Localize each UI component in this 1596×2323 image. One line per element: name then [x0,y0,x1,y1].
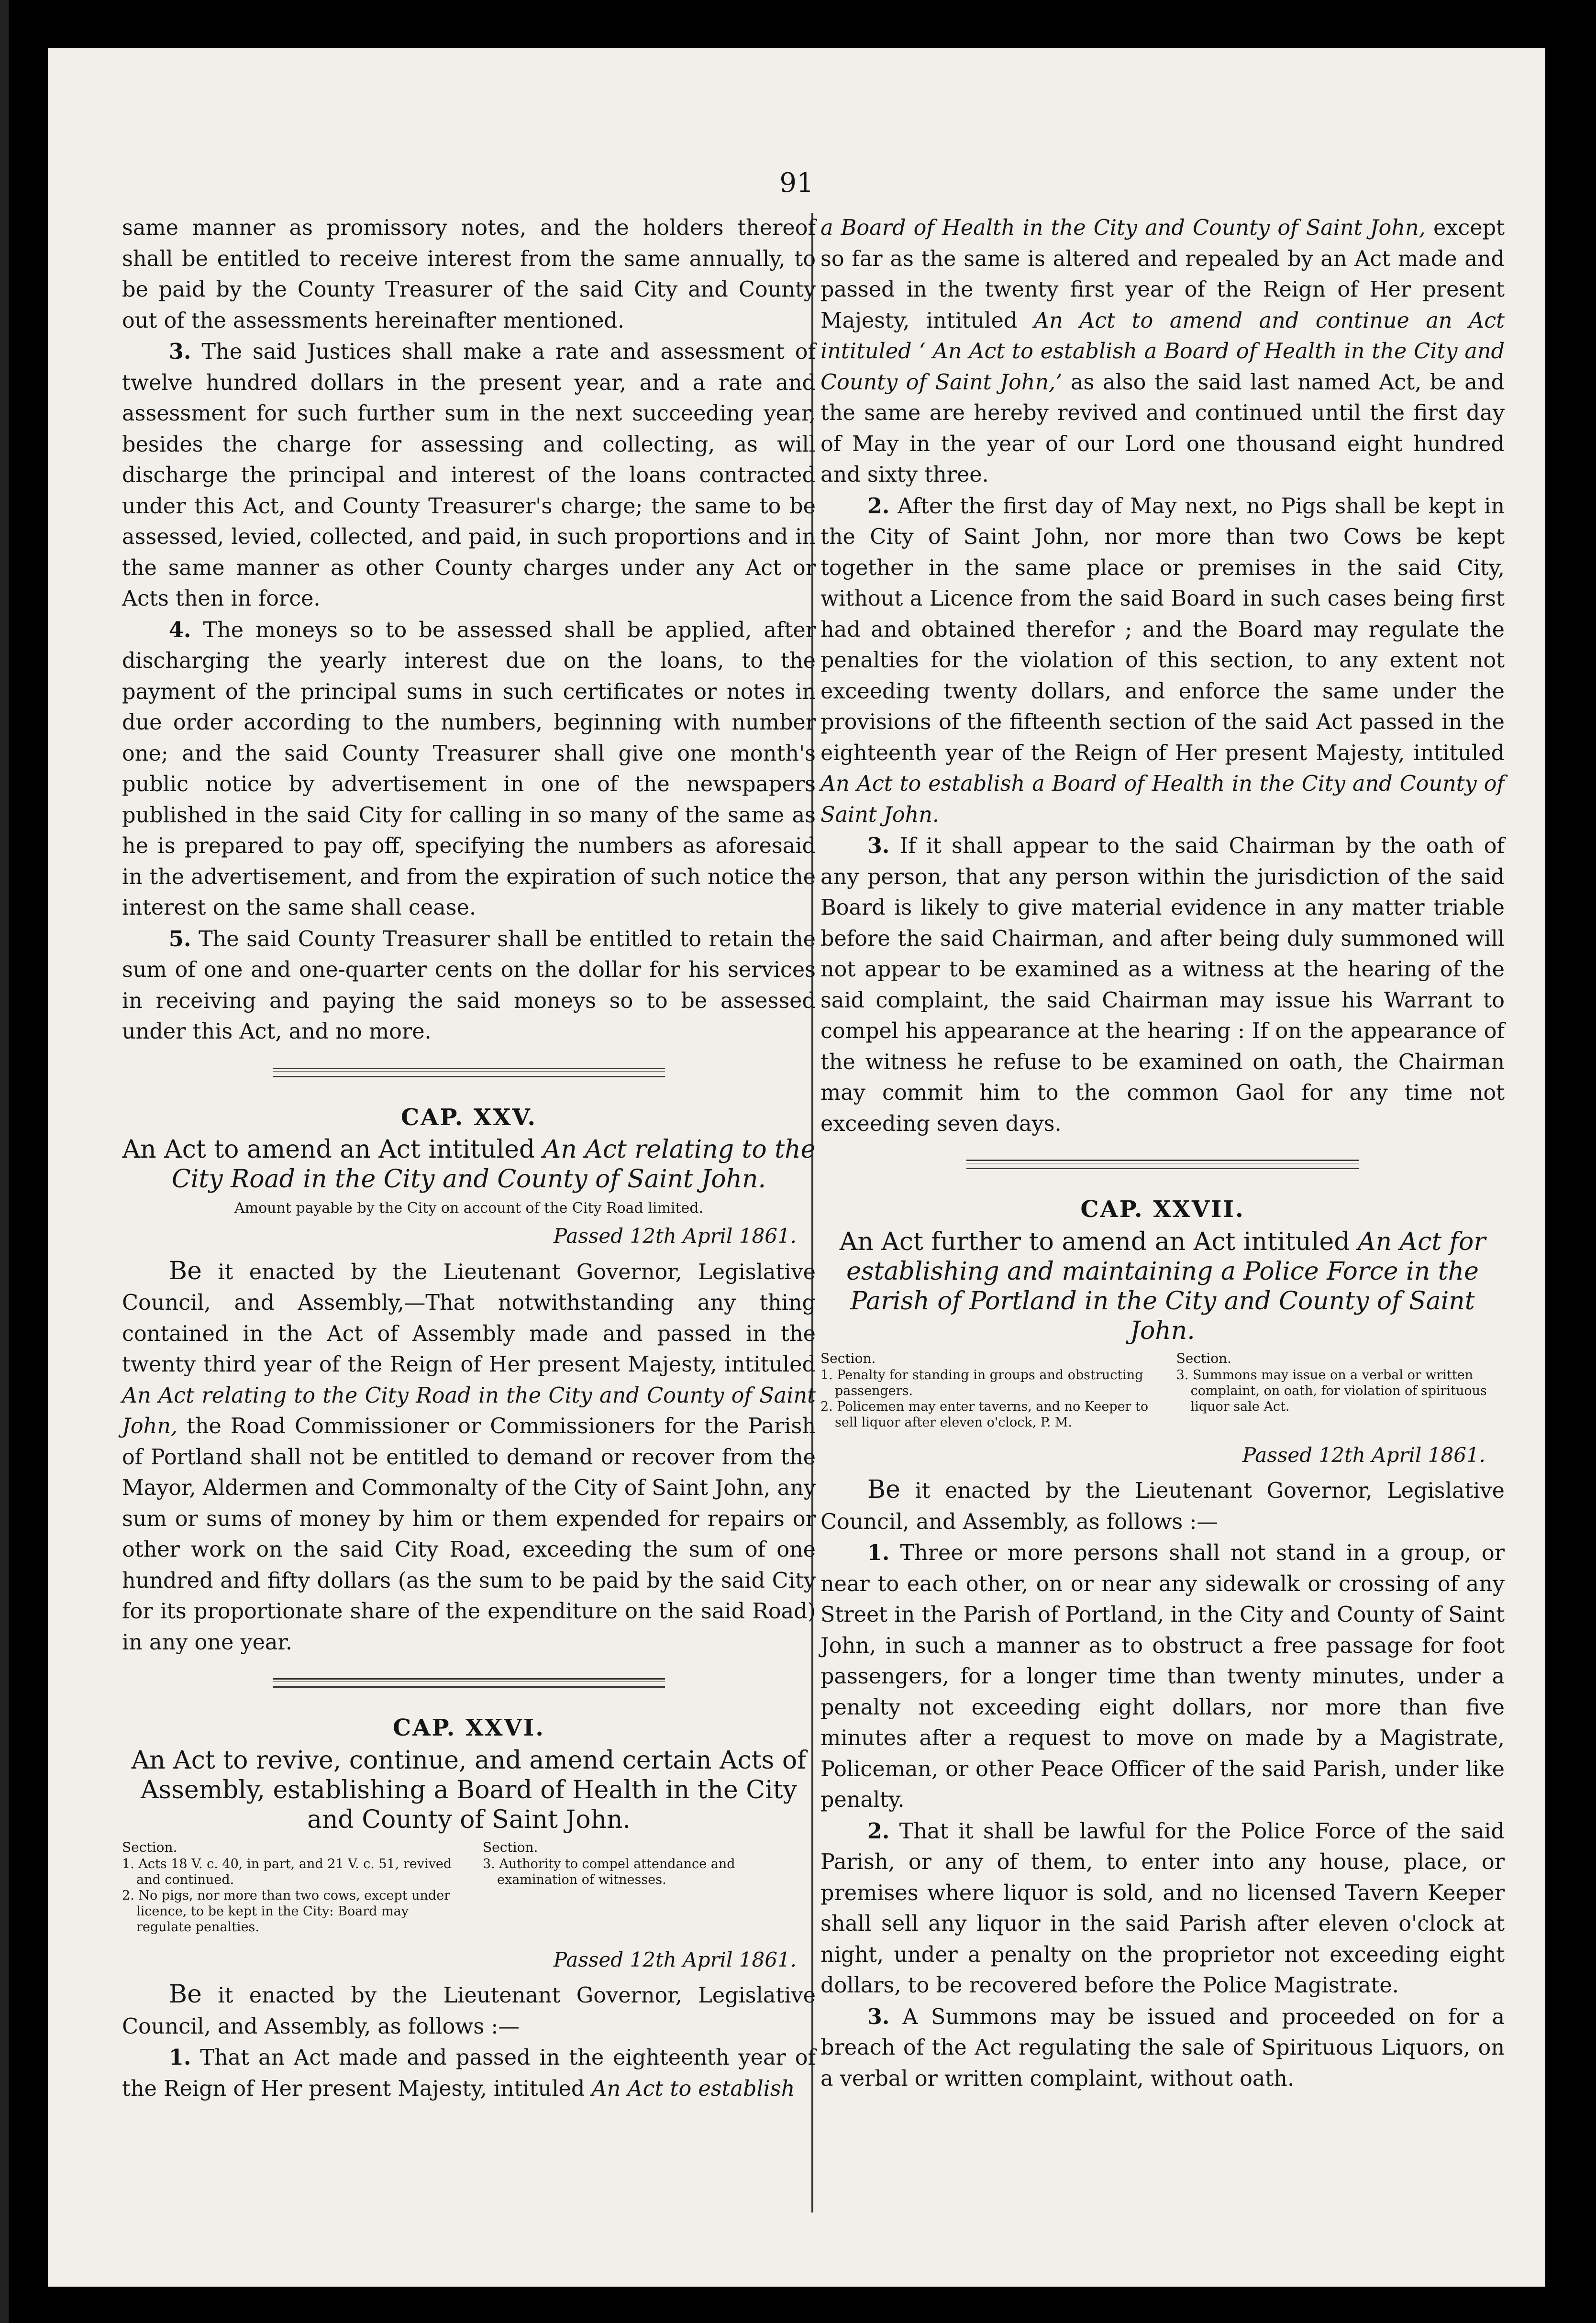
section-rule [273,1068,665,1077]
cap-26-heading: CAP. XXVI. [393,1715,545,1741]
cap-27-heading: CAP. XXVII. [1080,1196,1245,1223]
cap-26-enacting-clause: Be it enacted by the Lieutenant Governor, Legislative Council, and Assembly, as follows :— [122,1980,816,2039]
cap-26-section-3: 3. If it shall appear to the said Chairman by the oath of any person, that any person within the jurisdiction of the said Board is likely to give material evidence in any matter triable before the said Chairman, and after being duly summoned will not appear to be examined as a witness at the hearing of the said complaint, the said Chairman may issue his Warrant to compel his appearance at the hearing : If on the appearance of the witness he refuse to be examined on oath, the Chairman may commit him to the common Gaol for any time not exceeding seven days. [820,833,1505,1136]
book-page [48,48,1545,2287]
paragraph-4: 4. The moneys so to be assessed shall be applied, after discharging the yearly interest due on the loans, to the payment of the principal sums in such certificates or notes in due order according to the numbers, beginning with number one; and the said County Treasurer shall give one month's public notice by advertisement in one of the newspapers published in the said City for calling in so many of the same as he is prepared to pay off, specifying the numbers as aforesaid in the advertisement, and from the expiration of such notice the interest on the same shall cease. [122,617,816,920]
cap-25-note: Amount payable by the City on account of the City Road limited. [234,1200,704,1217]
cap-26-section-1: 1. That an Act made and passed in the eighteenth year of the Reign of Her present Majesty, intituled An Act to establish [122,2045,816,2101]
cap-25-heading: CAP. XXV. [400,1104,537,1131]
page-number: 91 [779,167,814,199]
cap-26-section-2: 2. After the first day of May next, no Pigs shall be kept in the City of Saint John, nor more than two Cows be kept together in the same place or premises in the said City, without a Licence from the said Board in such cases being first had and obtained therefor ; and the Board may regulate the penalties for the violation of this section, to any extent not exceeding twenty dollars, and enforce the same under the provisions of the fifteenth section of the said Act passed in the eighteenth year of the Reign of Her present Majesty, intituled An Act to establish a Board of Health in the City and County of Saint John. [820,493,1505,827]
paragraph-3: 3. The said Justices shall make a rate and assessment of twelve hundred dollars in the present year, and a rate and assessment for such further sum in the next succeeding year, besides the charge for assessing and collecting, as will discharge the principal and interest of the loans contracted under this Act, and County Treasurer's charge; the same to be assessed, levied, collected, and paid, in such proportions and in the same manner as other County charges under any Act or Acts then in force. [122,339,816,611]
cap-25-passed: Passed 12th April 1861. [553,1224,797,1248]
section-summary-right: Section. 3. Summons may issue on a verbal or written complaint, on oath, for violation of spirituous liquor sale Act. [1176,1350,1487,1414]
cap-27-passed: Passed 12th April 1861. [1242,1443,1485,1467]
cap-25-body: Be it enacted by the Lieutenant Governor, Legislative Council, and Assembly,—That notwithstanding any thing contained in the Act of Assembly made and passed in the twenty third year of the Reign of Her present Majesty, intituled An Act relating to the City Road in the City and County of Saint John, the Road Commissioner or Commissioners for the Parish of Portland shall not be entitled to demand or recover from the Mayor, Aldermen and Commonalty of the City of Saint John, any sum or sums of money by him or them expended for repairs or other work on the said City Road, exceeding the sum of one hundred and fifty dollars (as the sum to be paid by the said City for its proportionate share of the expenditure on the said Road) in any one year. [122,1256,816,1655]
cap-27-title: An Act further to amend an Act intituled An Act for establishing and maintaining a Police Force in the Parish of Portland in the City and County of Saint John. [839,1227,1486,1345]
cap-26-passed: Passed 12th April 1861. [553,1947,797,1971]
right-column [820,213,1505,2094]
cap-27-section-3: 3. A Summons may be issued and proceeded on for a breach of the Act regulating the sale of Spirituous Liquors, on a verbal or written complaint, without oath. [820,2004,1505,2091]
paragraph-5: 5. The said County Treasurer shall be entitled to retain the sum of one and one-quarter cents on the dollar for his services in receiving and paying the said moneys so to be assessed under this Act, and no more. [122,926,816,1044]
left-column [122,213,816,2104]
scan-edge-left [0,0,9,2323]
section-rule [273,1678,665,1688]
cap-26-section-summary [122,1839,816,1935]
cap-27-section-1: 1. Three or more persons shall not stand in a group, or near to each other, on or near any sidewalk or crossing of any Street in the Parish of Portland, in the City and County of Saint John, in such a manner as to obstruct a free passage for foot passengers, for a longer time than twenty minutes, under a penalty not exceeding eight dollars, nor more than five minutes after a request to move on made by a Magistrate, Policeman, or other Peace Officer of the said Parish, under like penalty. [820,1540,1505,1812]
section-number: 5. [168,926,191,951]
paragraph-continued: same manner as promissory notes, and the holders thereof shall be entitled to receive interest from the same annually, to be paid by the County Treasurer of the said City and County out of the assessments hereinafter mentioned. [122,216,816,333]
section-number: 4. [168,617,191,642]
cap-27-section-2: 2. That it shall be lawful for the Police Force of the said Parish, or any of them, to enter into any house, place, or premises where liquor is sold, and no licensed Tavern Keeper shall sell any liquor in the said Parish after eleven o'clock at night, under a penalty on the proprietor not exceeding eight dollars, to be recovered before the Police Magistrate. [820,1818,1505,1998]
section-number: 3. [168,339,191,364]
section-summary-right: Section. 3. Authority to compel attendance and examination of witnesses. [483,1839,735,1887]
section-summary-left: Section. 1. Penalty for standing in groups and obstructing passengers. 2. Policemen may enter taverns, and no Keeper to sell liquor after eleven o'clock, P. M. [820,1350,1149,1430]
section-summary-left: Section. 1. Acts 18 V. c. 40, in part, and 21 V. c. 51, revived and continued. 2. No pigs, nor more than two cows, except under licence, to be kept in the City: Board may regulate penalties. [122,1839,452,1935]
section-rule [966,1160,1359,1169]
cap-26-title: An Act to revive, continue, and amend certain Acts of Assembly, establishing a Board of Health in the City and County of Saint John. [131,1746,807,1834]
cap-27-section-summary [820,1350,1505,1430]
cap-27-enacting-clause: Be it enacted by the Lieutenant Governor, Legislative Council, and Assembly, as follows :— [820,1475,1505,1534]
cap-26-section-1-continued: a Board of Health in the City and County of Saint John, except so far as the same is altered and repealed by an Act made and passed in the twenty first year of the Reign of Her present Majesty, intituled An Act to amend and continue an Act intituled ‘ An Act to establish a Board of Health in the City and County of Saint John,’ as also the said last named Act, be and the same are hereby revived and continued until the first day of May in the year of our Lord one thousand eight hundred and sixty three. [820,216,1505,487]
cap-25-title: An Act to amend an Act intituled An Act relating to the City Road in the City and County of Saint John. [122,1135,816,1194]
